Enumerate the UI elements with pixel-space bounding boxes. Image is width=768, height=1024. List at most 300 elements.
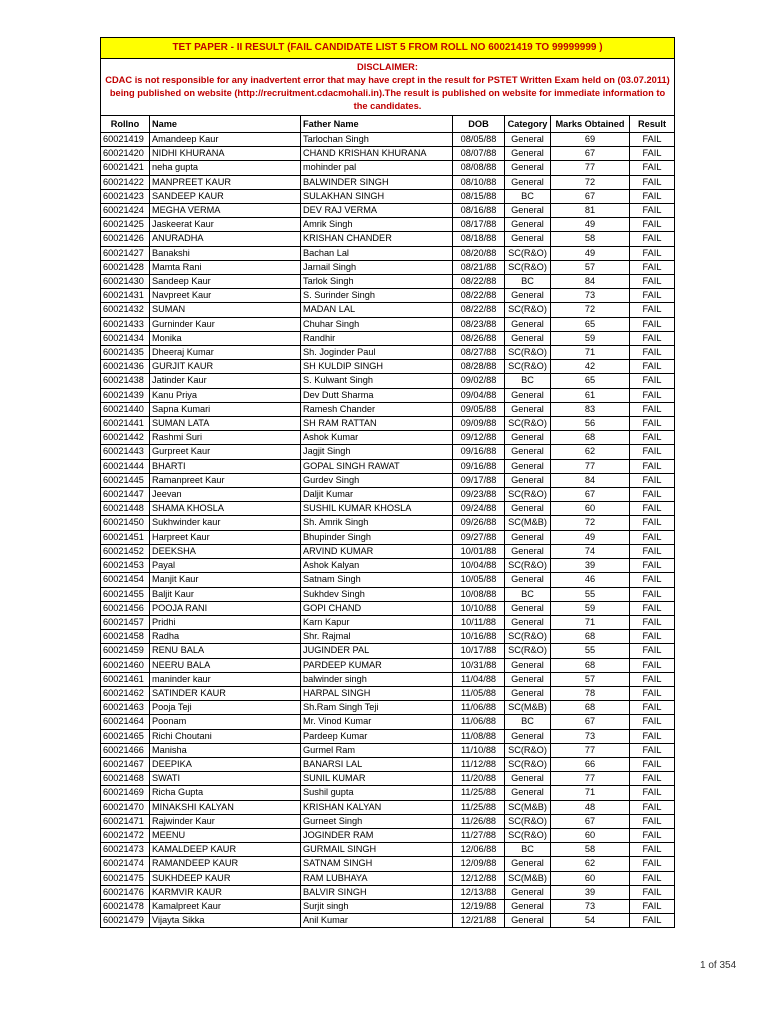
name-cell: ANURADHA [150, 232, 301, 246]
table-row [101, 260, 675, 274]
name-cell: SUMAN LATA [150, 417, 301, 431]
category-cell: General [505, 899, 551, 913]
dob-cell: 11/06/88 [453, 701, 505, 715]
rollno-cell: 60021463 [101, 701, 150, 715]
result-cell: FAIL [630, 729, 675, 743]
category-cell: BC [505, 374, 551, 388]
dob-cell: 09/05/88 [453, 402, 505, 416]
category-cell: SC(M&B) [505, 701, 551, 715]
rollno-cell: 60021451 [101, 530, 150, 544]
father-name-cell: Sh.Ram Singh Teji [301, 701, 453, 715]
dob-cell: 08/16/88 [453, 204, 505, 218]
name-cell: Richa Gupta [150, 786, 301, 800]
marks-cell: 57 [551, 672, 630, 686]
marks-cell: 66 [551, 757, 630, 771]
result-cell: FAIL [630, 871, 675, 885]
result-cell: FAIL [630, 388, 675, 402]
category-cell: General [505, 502, 551, 516]
name-cell: DEEPIKA [150, 757, 301, 771]
dob-cell: 08/05/88 [453, 133, 505, 147]
marks-cell: 69 [551, 133, 630, 147]
result-table [100, 37, 675, 928]
rollno-cell: 60021454 [101, 573, 150, 587]
marks-cell: 72 [551, 303, 630, 317]
rollno-cell: 60021467 [101, 757, 150, 771]
marks-cell: 39 [551, 559, 630, 573]
name-cell: NEERU BALA [150, 658, 301, 672]
category-cell: General [505, 331, 551, 345]
marks-cell: 84 [551, 473, 630, 487]
result-cell: FAIL [630, 431, 675, 445]
dob-cell: 09/23/88 [453, 488, 505, 502]
disclaimer-heading: DISCLAIMER: [357, 62, 418, 72]
dob-cell: 08/18/88 [453, 232, 505, 246]
marks-cell: 56 [551, 417, 630, 431]
table-row [101, 544, 675, 558]
name-cell: Poonam [150, 715, 301, 729]
dob-cell: 09/04/88 [453, 388, 505, 402]
dob-cell: 08/22/88 [453, 289, 505, 303]
result-cell: FAIL [630, 161, 675, 175]
rollno-cell: 60021458 [101, 630, 150, 644]
table-row [101, 218, 675, 232]
dob-cell: 10/11/88 [453, 615, 505, 629]
marks-cell: 55 [551, 587, 630, 601]
result-cell: FAIL [630, 374, 675, 388]
table-row [101, 360, 675, 374]
father-name-cell: Shr. Rajmal [301, 630, 453, 644]
name-cell: maninder kaur [150, 672, 301, 686]
father-name-cell: mohinder pal [301, 161, 453, 175]
category-cell: SC(M&B) [505, 516, 551, 530]
table-row [101, 516, 675, 530]
category-cell: General [505, 914, 551, 928]
dob-cell: 09/26/88 [453, 516, 505, 530]
marks-cell: 81 [551, 204, 630, 218]
marks-cell: 65 [551, 317, 630, 331]
dob-cell: 09/12/88 [453, 431, 505, 445]
result-cell: FAIL [630, 800, 675, 814]
dob-cell: 08/15/88 [453, 189, 505, 203]
category-cell: General [505, 686, 551, 700]
father-name-cell: KRISHAN KALYAN [301, 800, 453, 814]
dob-cell: 08/26/88 [453, 331, 505, 345]
father-name-cell: GURMAIL SINGH [301, 843, 453, 857]
rollno-cell: 60021448 [101, 502, 150, 516]
category-cell: General [505, 445, 551, 459]
table-row [101, 899, 675, 913]
name-cell: BHARTI [150, 459, 301, 473]
category-cell: General [505, 615, 551, 629]
result-cell: FAIL [630, 175, 675, 189]
rollno-cell: 60021433 [101, 317, 150, 331]
result-cell: FAIL [630, 658, 675, 672]
col-name: Name [150, 116, 301, 133]
rollno-cell: 60021453 [101, 559, 150, 573]
table-row [101, 502, 675, 516]
rollno-cell: 60021436 [101, 360, 150, 374]
rollno-cell: 60021474 [101, 857, 150, 871]
rollno-cell: 60021452 [101, 544, 150, 558]
rollno-cell: 60021431 [101, 289, 150, 303]
dob-cell: 08/28/88 [453, 360, 505, 374]
marks-cell: 67 [551, 814, 630, 828]
name-cell: SWATI [150, 772, 301, 786]
father-name-cell: Bhupinder Singh [301, 530, 453, 544]
result-cell: FAIL [630, 473, 675, 487]
name-cell: Pooja Teji [150, 701, 301, 715]
name-cell: Mamta Rani [150, 260, 301, 274]
marks-cell: 54 [551, 914, 630, 928]
result-cell: FAIL [630, 672, 675, 686]
father-name-cell: Mr. Vinod Kumar [301, 715, 453, 729]
name-cell: MANPREET KAUR [150, 175, 301, 189]
father-name-cell: Sh. Joginder Paul [301, 346, 453, 360]
result-cell: FAIL [630, 147, 675, 161]
category-cell: BC [505, 275, 551, 289]
category-cell: SC(M&B) [505, 871, 551, 885]
father-name-cell: Sukhdev Singh [301, 587, 453, 601]
father-name-cell: Randhir [301, 331, 453, 345]
father-name-cell: balwinder singh [301, 672, 453, 686]
father-name-cell: Ashok Kumar [301, 431, 453, 445]
rollno-cell: 60021468 [101, 772, 150, 786]
result-cell: FAIL [630, 644, 675, 658]
category-cell: General [505, 672, 551, 686]
disclaimer-text: CDAC is not responsible for any inadvertent error that may have crept in the result for PSTET Written Exam held on (03.07.2011) being published on website (http://recruitment.cdacmohali.in).The result is published on website for immediate information to the candidates. [105, 75, 670, 111]
dob-cell: 12/13/88 [453, 885, 505, 899]
result-cell: FAIL [630, 303, 675, 317]
name-cell: Jatinder Kaur [150, 374, 301, 388]
table-row [101, 630, 675, 644]
result-cell: FAIL [630, 857, 675, 871]
category-cell: BC [505, 843, 551, 857]
father-name-cell: Surjit singh [301, 899, 453, 913]
name-cell: Pridhi [150, 615, 301, 629]
table-row [101, 686, 675, 700]
marks-cell: 68 [551, 431, 630, 445]
dob-cell: 11/27/88 [453, 828, 505, 842]
result-cell: FAIL [630, 488, 675, 502]
result-cell: FAIL [630, 289, 675, 303]
marks-cell: 67 [551, 189, 630, 203]
disclaimer-row [101, 59, 675, 116]
rollno-cell: 60021440 [101, 402, 150, 416]
name-cell: POOJA RANI [150, 601, 301, 615]
title-row [101, 38, 675, 59]
rollno-cell: 60021443 [101, 445, 150, 459]
dob-cell: 12/09/88 [453, 857, 505, 871]
result-cell: FAIL [630, 417, 675, 431]
category-cell: General [505, 473, 551, 487]
result-cell: FAIL [630, 275, 675, 289]
name-cell: GURJIT KAUR [150, 360, 301, 374]
table-row [101, 729, 675, 743]
name-cell: Baljit Kaur [150, 587, 301, 601]
dob-cell: 10/05/88 [453, 573, 505, 587]
rollno-cell: 60021475 [101, 871, 150, 885]
marks-cell: 58 [551, 232, 630, 246]
dob-cell: 09/09/88 [453, 417, 505, 431]
father-name-cell: SH KULDIP SINGH [301, 360, 453, 374]
rollno-cell: 60021471 [101, 814, 150, 828]
dob-cell: 11/08/88 [453, 729, 505, 743]
table-row [101, 232, 675, 246]
marks-cell: 60 [551, 871, 630, 885]
rollno-cell: 60021432 [101, 303, 150, 317]
father-name-cell: Tarlochan Singh [301, 133, 453, 147]
table-row [101, 303, 675, 317]
category-cell: SC(R&O) [505, 488, 551, 502]
category-cell: SC(R&O) [505, 559, 551, 573]
dob-cell: 08/08/88 [453, 161, 505, 175]
marks-cell: 60 [551, 828, 630, 842]
marks-cell: 68 [551, 630, 630, 644]
page-title: TET PAPER - II RESULT (FAIL CANDIDATE LIST 5 FROM ROLL NO 60021419 TO 99999999 ) [101, 38, 675, 59]
category-cell: SC(M&B) [505, 800, 551, 814]
result-cell: FAIL [630, 615, 675, 629]
category-cell: General [505, 175, 551, 189]
rollno-cell: 60021442 [101, 431, 150, 445]
rollno-cell: 60021473 [101, 843, 150, 857]
rollno-cell: 60021450 [101, 516, 150, 530]
marks-cell: 49 [551, 218, 630, 232]
marks-cell: 73 [551, 899, 630, 913]
rollno-cell: 60021466 [101, 743, 150, 757]
name-cell: Sapna Kumari [150, 402, 301, 416]
name-cell: RENU BALA [150, 644, 301, 658]
marks-cell: 46 [551, 573, 630, 587]
dob-cell: 09/16/88 [453, 459, 505, 473]
father-name-cell: S. Kulwant Singh [301, 374, 453, 388]
category-cell: General [505, 544, 551, 558]
name-cell: Amandeep Kaur [150, 133, 301, 147]
dob-cell: 09/16/88 [453, 445, 505, 459]
name-cell: Sandeep Kaur [150, 275, 301, 289]
rollno-cell: 60021419 [101, 133, 150, 147]
father-name-cell: SATNAM SINGH [301, 857, 453, 871]
category-cell: SC(R&O) [505, 644, 551, 658]
rollno-cell: 60021464 [101, 715, 150, 729]
marks-cell: 77 [551, 743, 630, 757]
table-row [101, 914, 675, 928]
dob-cell: 12/06/88 [453, 843, 505, 857]
result-cell: FAIL [630, 402, 675, 416]
col-father-name: Father Name [301, 116, 453, 133]
col-category: Category [505, 116, 551, 133]
name-cell: Payal [150, 559, 301, 573]
dob-cell: 10/31/88 [453, 658, 505, 672]
marks-cell: 74 [551, 544, 630, 558]
table-row [101, 885, 675, 899]
name-cell: Banakshi [150, 246, 301, 260]
name-cell: DEEKSHA [150, 544, 301, 558]
result-cell: FAIL [630, 885, 675, 899]
category-cell: General [505, 388, 551, 402]
category-cell: SC(R&O) [505, 346, 551, 360]
category-cell: General [505, 573, 551, 587]
table-row [101, 317, 675, 331]
marks-cell: 68 [551, 701, 630, 715]
category-cell: BC [505, 189, 551, 203]
dob-cell: 09/27/88 [453, 530, 505, 544]
name-cell: Manjit Kaur [150, 573, 301, 587]
result-cell: FAIL [630, 899, 675, 913]
father-name-cell: PARDEEP KUMAR [301, 658, 453, 672]
result-cell: FAIL [630, 686, 675, 700]
father-name-cell: Amrik Singh [301, 218, 453, 232]
marks-cell: 78 [551, 686, 630, 700]
category-cell: BC [505, 587, 551, 601]
table-row [101, 757, 675, 771]
marks-cell: 62 [551, 857, 630, 871]
result-cell: FAIL [630, 204, 675, 218]
result-cell: FAIL [630, 544, 675, 558]
result-cell: FAIL [630, 914, 675, 928]
rollno-cell: 60021456 [101, 601, 150, 615]
table-row [101, 246, 675, 260]
category-cell: General [505, 218, 551, 232]
rollno-cell: 60021430 [101, 275, 150, 289]
marks-cell: 58 [551, 843, 630, 857]
rollno-cell: 60021427 [101, 246, 150, 260]
name-cell: Manisha [150, 743, 301, 757]
father-name-cell: Satnam Singh [301, 573, 453, 587]
dob-cell: 08/07/88 [453, 147, 505, 161]
name-cell: Gurpreet Kaur [150, 445, 301, 459]
result-cell: FAIL [630, 630, 675, 644]
col-rollno: Rollno [101, 116, 150, 133]
category-cell: General [505, 772, 551, 786]
marks-cell: 55 [551, 644, 630, 658]
category-cell: General [505, 601, 551, 615]
name-cell: Monika [150, 331, 301, 345]
name-cell: Jeevan [150, 488, 301, 502]
rollno-cell: 60021444 [101, 459, 150, 473]
result-cell: FAIL [630, 814, 675, 828]
dob-cell: 11/04/88 [453, 672, 505, 686]
father-name-cell: JOGINDER RAM [301, 828, 453, 842]
dob-cell: 08/21/88 [453, 260, 505, 274]
father-name-cell: MADAN LAL [301, 303, 453, 317]
table-row [101, 346, 675, 360]
name-cell: KAMALDEEP KAUR [150, 843, 301, 857]
father-name-cell: JUGINDER PAL [301, 644, 453, 658]
dob-cell: 12/19/88 [453, 899, 505, 913]
father-name-cell: Ashok Kalyan [301, 559, 453, 573]
table-row [101, 445, 675, 459]
father-name-cell: Jarnail Singh [301, 260, 453, 274]
father-name-cell: Gurneet Singh [301, 814, 453, 828]
father-name-cell: BANARSI LAL [301, 757, 453, 771]
father-name-cell: SULAKHAN SINGH [301, 189, 453, 203]
col-marks: Marks Obtained [551, 116, 630, 133]
dob-cell: 10/17/88 [453, 644, 505, 658]
dob-cell: 11/06/88 [453, 715, 505, 729]
result-cell: FAIL [630, 743, 675, 757]
table-row [101, 587, 675, 601]
col-result: Result [630, 116, 675, 133]
father-name-cell: Ramesh Chander [301, 402, 453, 416]
name-cell: Harpreet Kaur [150, 530, 301, 544]
result-cell: FAIL [630, 502, 675, 516]
category-cell: General [505, 232, 551, 246]
marks-cell: 60 [551, 502, 630, 516]
marks-cell: 65 [551, 374, 630, 388]
result-cell: FAIL [630, 232, 675, 246]
category-cell: BC [505, 715, 551, 729]
dob-cell: 11/12/88 [453, 757, 505, 771]
father-name-cell: Dev Dutt Sharma [301, 388, 453, 402]
rollno-cell: 60021470 [101, 800, 150, 814]
dob-cell: 08/22/88 [453, 303, 505, 317]
result-sheet [100, 37, 674, 928]
marks-cell: 77 [551, 459, 630, 473]
father-name-cell: Anil Kumar [301, 914, 453, 928]
name-cell: Ramanpreet Kaur [150, 473, 301, 487]
category-cell: General [505, 431, 551, 445]
name-cell: Sukhwinder kaur [150, 516, 301, 530]
table-row [101, 772, 675, 786]
rollno-cell: 60021447 [101, 488, 150, 502]
result-cell: FAIL [630, 246, 675, 260]
marks-cell: 62 [551, 445, 630, 459]
table-row [101, 530, 675, 544]
dob-cell: 08/20/88 [453, 246, 505, 260]
dob-cell: 08/22/88 [453, 275, 505, 289]
marks-cell: 59 [551, 601, 630, 615]
marks-cell: 61 [551, 388, 630, 402]
category-cell: General [505, 885, 551, 899]
name-cell: SUMAN [150, 303, 301, 317]
marks-cell: 67 [551, 715, 630, 729]
dob-cell: 08/27/88 [453, 346, 505, 360]
dob-cell: 11/10/88 [453, 743, 505, 757]
father-name-cell: DEV RAJ VERMA [301, 204, 453, 218]
result-cell: FAIL [630, 757, 675, 771]
father-name-cell: Gurdev Singh [301, 473, 453, 487]
father-name-cell: Sh. Amrik Singh [301, 516, 453, 530]
name-cell: NIDHI KHURANA [150, 147, 301, 161]
rollno-cell: 60021422 [101, 175, 150, 189]
marks-cell: 77 [551, 161, 630, 175]
name-cell: Rashmi Suri [150, 431, 301, 445]
table-row [101, 388, 675, 402]
rollno-cell: 60021434 [101, 331, 150, 345]
category-cell: General [505, 729, 551, 743]
table-row [101, 871, 675, 885]
category-cell: General [505, 204, 551, 218]
name-cell: SUKHDEEP KAUR [150, 871, 301, 885]
table-row [101, 559, 675, 573]
marks-cell: 84 [551, 275, 630, 289]
table-row [101, 147, 675, 161]
father-name-cell: ARVIND KUMAR [301, 544, 453, 558]
name-cell: MEGHA VERMA [150, 204, 301, 218]
result-cell: FAIL [630, 701, 675, 715]
father-name-cell: Pardeep Kumar [301, 729, 453, 743]
father-name-cell: GOPI CHAND [301, 601, 453, 615]
marks-cell: 59 [551, 331, 630, 345]
category-cell: General [505, 658, 551, 672]
col-dob: DOB [453, 116, 505, 133]
father-name-cell: BALVIR SINGH [301, 885, 453, 899]
category-cell: General [505, 459, 551, 473]
name-cell: MEENU [150, 828, 301, 842]
father-name-cell: Gurmel Ram [301, 743, 453, 757]
father-name-cell: S. Surinder Singh [301, 289, 453, 303]
table-row [101, 459, 675, 473]
